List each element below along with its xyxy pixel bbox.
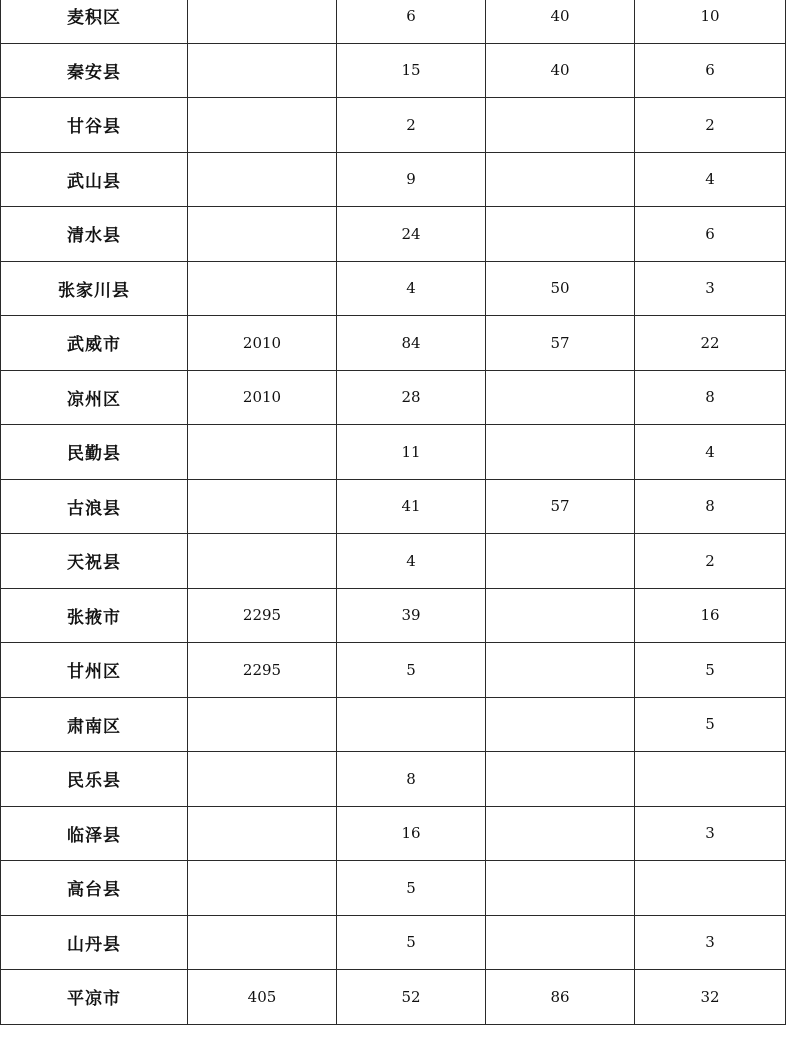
region-name-cell: 高台县 <box>1 861 188 916</box>
column-5-cell: 6 <box>635 207 786 262</box>
region-name-cell: 古浪县 <box>1 479 188 534</box>
column-3-cell: 15 <box>337 43 486 98</box>
table-row <box>1 915 786 970</box>
column-5-cell: 5 <box>635 643 786 698</box>
column-2-cell <box>188 697 337 752</box>
table-row <box>1 370 786 425</box>
column-5-cell: 22 <box>635 316 786 371</box>
column-2-cell <box>188 534 337 589</box>
column-2-cell <box>188 152 337 207</box>
column-3-cell: 6 <box>337 0 486 43</box>
column-5-cell: 2 <box>635 98 786 153</box>
column-2-cell <box>188 752 337 807</box>
column-3-cell <box>337 697 486 752</box>
column-3-cell: 84 <box>337 316 486 371</box>
column-3-cell: 2 <box>337 98 486 153</box>
column-5-cell: 16 <box>635 588 786 643</box>
column-4-cell: 40 <box>486 43 635 98</box>
column-4-cell <box>486 806 635 861</box>
column-2-cell <box>188 915 337 970</box>
table-row <box>1 0 786 43</box>
column-3-cell: 52 <box>337 970 486 1025</box>
column-5-cell: 10 <box>635 0 786 43</box>
region-name-cell: 清水县 <box>1 207 188 262</box>
column-5-cell: 5 <box>635 697 786 752</box>
column-3-cell: 28 <box>337 370 486 425</box>
region-name-cell: 山丹县 <box>1 915 188 970</box>
table-row <box>1 970 786 1025</box>
table-row <box>1 316 786 371</box>
region-name-cell: 民勤县 <box>1 425 188 480</box>
column-3-cell: 16 <box>337 806 486 861</box>
column-2-cell <box>188 479 337 534</box>
column-2-cell <box>188 207 337 262</box>
table-row <box>1 207 786 262</box>
column-2-cell <box>188 98 337 153</box>
column-4-cell: 50 <box>486 261 635 316</box>
table-row <box>1 588 786 643</box>
column-5-cell: 3 <box>635 806 786 861</box>
column-5-cell <box>635 861 786 916</box>
column-4-cell: 57 <box>486 479 635 534</box>
region-name-cell: 肃南区 <box>1 697 188 752</box>
column-2-cell <box>188 861 337 916</box>
column-2-cell: 2295 <box>188 588 337 643</box>
column-2-cell <box>188 0 337 43</box>
column-3-cell: 9 <box>337 152 486 207</box>
column-4-cell <box>486 207 635 262</box>
column-5-cell: 4 <box>635 152 786 207</box>
region-name-cell: 秦安县 <box>1 43 188 98</box>
column-3-cell: 4 <box>337 261 486 316</box>
table-row <box>1 861 786 916</box>
column-4-cell <box>486 152 635 207</box>
table-row <box>1 479 786 534</box>
column-3-cell: 5 <box>337 643 486 698</box>
column-4-cell <box>486 697 635 752</box>
region-name-cell: 麦积区 <box>1 0 188 43</box>
table-body <box>1 0 786 1024</box>
column-3-cell: 8 <box>337 752 486 807</box>
table-row <box>1 697 786 752</box>
column-5-cell: 4 <box>635 425 786 480</box>
region-name-cell: 张掖市 <box>1 588 188 643</box>
column-2-cell: 405 <box>188 970 337 1025</box>
table-row <box>1 534 786 589</box>
column-4-cell: 57 <box>486 316 635 371</box>
column-4-cell: 40 <box>486 0 635 43</box>
region-name-cell: 甘州区 <box>1 643 188 698</box>
table-row <box>1 152 786 207</box>
column-5-cell <box>635 752 786 807</box>
region-name-cell: 天祝县 <box>1 534 188 589</box>
column-2-cell: 2295 <box>188 643 337 698</box>
region-name-cell: 武威市 <box>1 316 188 371</box>
column-5-cell: 8 <box>635 370 786 425</box>
region-name-cell: 临泽县 <box>1 806 188 861</box>
region-name-cell: 凉州区 <box>1 370 188 425</box>
column-4-cell <box>486 425 635 480</box>
column-4-cell <box>486 588 635 643</box>
column-3-cell: 24 <box>337 207 486 262</box>
region-name-cell: 张家川县 <box>1 261 188 316</box>
table-row <box>1 425 786 480</box>
column-2-cell: 2010 <box>188 316 337 371</box>
table-row <box>1 261 786 316</box>
region-name-cell: 武山县 <box>1 152 188 207</box>
column-2-cell: 2010 <box>188 370 337 425</box>
column-5-cell: 6 <box>635 43 786 98</box>
column-3-cell: 11 <box>337 425 486 480</box>
column-4-cell <box>486 861 635 916</box>
column-4-cell: 86 <box>486 970 635 1025</box>
column-3-cell: 39 <box>337 588 486 643</box>
table-row <box>1 643 786 698</box>
column-5-cell: 3 <box>635 915 786 970</box>
table-row <box>1 806 786 861</box>
column-4-cell <box>486 915 635 970</box>
column-3-cell: 5 <box>337 861 486 916</box>
table-row <box>1 98 786 153</box>
column-4-cell <box>486 643 635 698</box>
table-row <box>1 752 786 807</box>
column-4-cell <box>486 534 635 589</box>
column-3-cell: 4 <box>337 534 486 589</box>
column-5-cell: 2 <box>635 534 786 589</box>
column-4-cell <box>486 98 635 153</box>
region-name-cell: 平凉市 <box>1 970 188 1025</box>
column-5-cell: 8 <box>635 479 786 534</box>
column-4-cell <box>486 752 635 807</box>
column-3-cell: 41 <box>337 479 486 534</box>
table-row <box>1 43 786 98</box>
column-3-cell: 5 <box>337 915 486 970</box>
column-2-cell <box>188 43 337 98</box>
column-2-cell <box>188 261 337 316</box>
region-name-cell: 甘谷县 <box>1 98 188 153</box>
column-2-cell <box>188 806 337 861</box>
column-5-cell: 3 <box>635 261 786 316</box>
column-4-cell <box>486 370 635 425</box>
region-name-cell: 民乐县 <box>1 752 188 807</box>
column-5-cell: 32 <box>635 970 786 1025</box>
column-2-cell <box>188 425 337 480</box>
